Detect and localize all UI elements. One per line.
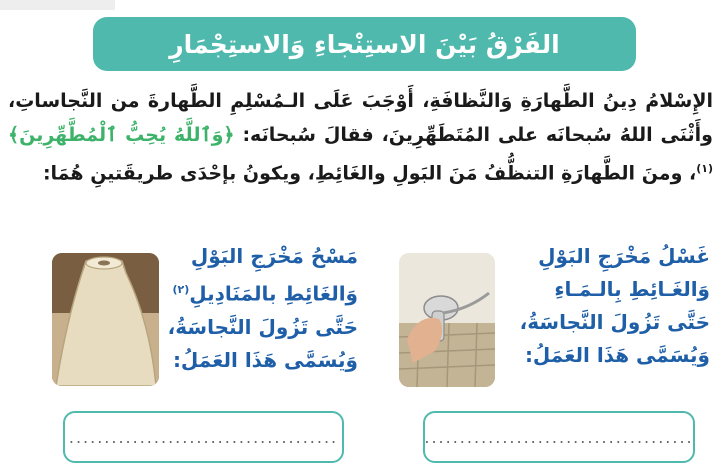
answer-placeholder-istinja: ...................................... (424, 427, 694, 447)
tissue-roll-illustration (52, 253, 159, 386)
intro-line-2-start: وأَثْنَى اللهُ سُبحانَه على المُتَطَهِّرِينَ، فقالَ سُبحانَه: (234, 124, 713, 146)
water-sprayer-photo (399, 253, 495, 387)
water-sprayer-illustration (399, 253, 495, 387)
method-istijmar-line-3: حَتَّى تَزُولَ النَّجاسَةُ، (167, 314, 358, 339)
footnote-ref-2: (٢) (172, 283, 190, 296)
answer-box-istinja[interactable] (423, 411, 695, 463)
intro-paragraph (8, 84, 713, 190)
page-title: الفَرْقُ بَيْنَ الاستِنْجاءِ وَالاستِجْمَارِ (169, 29, 560, 59)
method-istinja-line-1: غَسْلُ مَخْرَجِ البَوْلِ (538, 244, 710, 268)
answer-placeholder-istijmar: ...................................... (68, 427, 339, 447)
method-istinja-line-2: وَالغَـائِطِ بِالـمَـاءِ (554, 277, 710, 301)
intro-line-2-end: ، ومنَ (641, 162, 697, 185)
intro-line-3: الطَّهارَةِ التنظُّفُ مَنَ البَولِ والغَائِطِ، ويكونُ بإحْدَى طريقَتينِ هُمَا: (42, 162, 636, 185)
title-banner (93, 17, 636, 71)
method-istinja-line-4: وَيُسَمَّى هَذَا العَمَلُ: (524, 343, 710, 367)
answer-box-istijmar[interactable] (63, 411, 344, 463)
method-istijmar-line-2-wrap (158, 273, 358, 311)
top-edge-strip (0, 0, 115, 10)
method-istijmar-line-4: وَيُسَمَّى هَذَا العَمَلُ: (172, 347, 358, 372)
method-istijmar-line-1: مَسْحُ مَخْرَجِ البَوْلِ (190, 244, 358, 268)
footnote-ref-1: (١) (696, 162, 713, 175)
intro-line-1: الإِسْلامُ دِينُ الطَّهارَةِ وَالنَّظافَةِ، أَوْجَبَ عَلَى الـمُسْلِمِ الطَّهارةَ من النَّجاساتِ، (8, 90, 713, 112)
tissue-roll-photo (52, 253, 159, 386)
method-istinja-line-3: حَتَّى تَزُولَ النَّجاسَةُ، (519, 310, 710, 334)
quran-verse: ﴿وَٱللَّهُ يُحِبُّ ٱلْمُطَّهِّرِينَ﴾ (8, 124, 235, 146)
method-istijmar-text (158, 240, 358, 377)
method-istijmar-line-2: وَالغَائِطِ بالمَنَادِيلِ (189, 281, 358, 306)
method-istinja-text (480, 240, 710, 372)
